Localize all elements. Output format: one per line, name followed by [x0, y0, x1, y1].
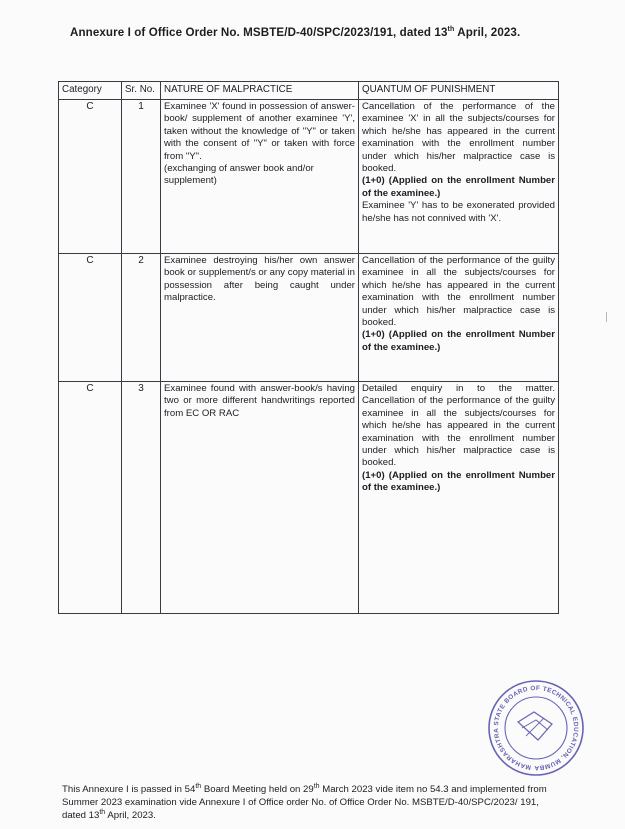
- row-quantum: [359, 382, 559, 614]
- table-row: [59, 254, 559, 382]
- row-nature: [161, 382, 359, 614]
- table-row: [59, 382, 559, 614]
- quantum-bold: (1+0) (Applied on the enrollment Number of the examinee.): [362, 329, 555, 353]
- header-nature: NATURE OF MALPRACTICE: [161, 82, 359, 100]
- row-category: C: [59, 254, 122, 382]
- nature-text: Examinee found with answer-book/s having two or more different handwritings reported from EC OR RAC: [164, 383, 355, 419]
- table-header-row: [59, 82, 559, 100]
- row-sr-no: 3: [122, 382, 161, 614]
- footer-note: This Annexure I is passed in 54th Board Meeting held on 29th March 2023 vide item no 54.3 and implemented from Summer 2023 examination vide Annexure I of Office order No. of Office Order No. MSBTE/D-40/SPC/2023/ 191, dated 13th April, 2023.: [62, 782, 547, 821]
- nature-text: Examinee 'X' found in possession of answer-book/ supplement of another examinee 'Y', taken without the knowledge of "Y" or taken with the consent of "Y" or taken with force from "Y".: [164, 101, 355, 162]
- row-category: C: [59, 382, 122, 614]
- quantum-bold: (1+0) (Applied on the enrollment Number of the examinee.): [362, 175, 555, 199]
- row-nature: [161, 254, 359, 382]
- margin-mark: [604, 312, 607, 322]
- nature-note: (exchanging of answer book and/or supplement): [164, 163, 314, 187]
- quantum-text: Detailed enquiry in to the matter. Cancellation of the performance of the guilty examinee in all the subjects/courses for which he/she has appeared in the current examination with the enrollment number under which his/her malpractice case is booked.: [362, 383, 555, 469]
- quantum-extra: Examinee 'Y' has to be exonerated provided he/she has not connived with 'X'.: [362, 200, 555, 224]
- row-sr-no: 1: [122, 100, 161, 254]
- header-sr-no: Sr. No.: [122, 82, 161, 100]
- row-sr-no: 2: [122, 254, 161, 382]
- quantum-text: Cancellation of the performance of the guilty examinee in all the subjects/courses for which he/she has appeared in the current examination with the enrollment number under which his/her malpractice case is booked.: [362, 255, 555, 329]
- malpractice-table: [58, 81, 559, 614]
- row-quantum: [359, 254, 559, 382]
- row-nature: [161, 100, 359, 254]
- nature-text: Examinee destroying his/her own answer book or supplement/s or any copy material in possession after being caught under malpractice.: [164, 255, 355, 304]
- header-category: Category: [59, 82, 122, 100]
- row-quantum: [359, 100, 559, 254]
- table-row: [59, 100, 559, 254]
- page-title: Annexure I of Office Order No. MSBTE/D-40/SPC/2023/191, dated 13th April, 2023.: [70, 26, 521, 39]
- row-category: C: [59, 100, 122, 254]
- board-seal-icon: [482, 678, 590, 778]
- svg-text:MAHARASHTRA STATE BOARD OF TEC: MAHARASHTRA STATE BOARD OF TECHNICAL EDUCATION, MUMBA: [492, 684, 580, 772]
- header-quantum: QUANTUM OF PUNISHMENT: [359, 82, 559, 100]
- quantum-text: Cancellation of the performance of the examinee 'X' in all the subjects/courses for which he/she has appeared in the current examination with the enrollment number under which his/her malpractice case is booked.: [362, 101, 555, 175]
- quantum-bold: (1+0) (Applied on the enrollment Number of the examinee.): [362, 469, 555, 494]
